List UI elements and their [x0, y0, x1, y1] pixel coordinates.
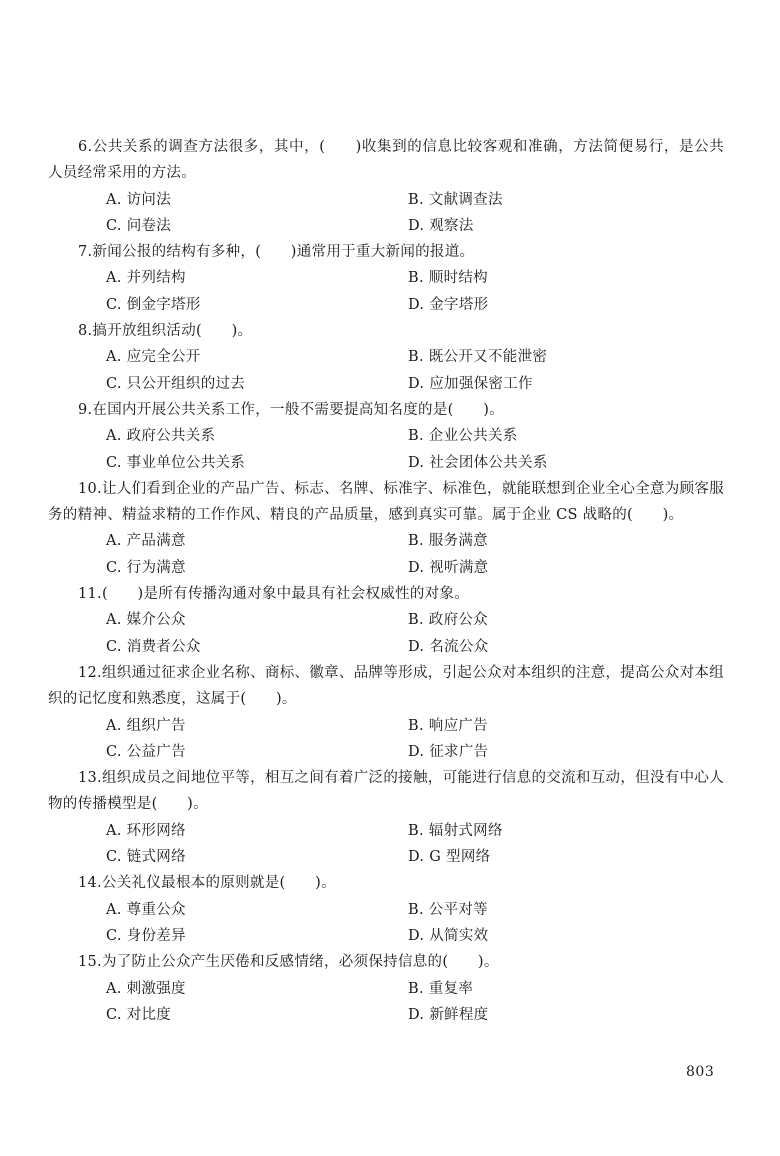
- option-grid: [106, 818, 724, 871]
- option-b: B. 公平对等: [408, 901, 488, 918]
- option-d: D. 名流公众: [408, 638, 489, 655]
- option-a: A. 访问法: [106, 191, 171, 208]
- option-grid: [106, 423, 724, 476]
- option-b: B. 响应广告: [408, 717, 488, 734]
- question-list: [48, 134, 724, 1028]
- question-text: 10.让人们看到企业的产品广告、标志、名牌、标准字、标准色，就能联想到企业全心全意为顾客服务的精神、精益求精的工作作风、精良的产品质量，感到真实可靠。属于企业 CS 战略的( )。: [48, 480, 724, 524]
- question-7: [48, 239, 724, 318]
- option-a: A. 产品满意: [106, 533, 186, 550]
- question-13: [48, 765, 724, 870]
- option-c: C. 倒金字塔形: [106, 296, 201, 313]
- option-grid: [106, 607, 724, 660]
- option-b: B. 既公开又不能泄密: [408, 349, 548, 366]
- option-c: C. 对比度: [106, 1006, 172, 1023]
- option-d: D. 征求广告: [408, 743, 489, 760]
- option-a: A. 组织广告: [106, 717, 186, 734]
- question-text: 12.组织通过征求企业名称、商标、徽章、品牌等形成，引起公众对本组织的注意，提高公众对本组织的记忆度和熟悉度，这属于( )。: [48, 664, 724, 708]
- question-6: [48, 134, 724, 239]
- question-10: [48, 476, 724, 581]
- option-a: A. 刺激强度: [106, 980, 186, 997]
- option-c: C. 链式网络: [106, 849, 186, 866]
- option-d: D. 应加强保密工作: [408, 375, 533, 392]
- question-14: [48, 870, 724, 949]
- option-d: D. 金字塔形: [408, 296, 489, 313]
- question-text: 7.新闻公报的结构有多种，( )通常用于重大新闻的报道。: [78, 244, 475, 261]
- option-b: B. 辐射式网络: [408, 822, 503, 839]
- option-d: D. 视听满意: [408, 559, 489, 576]
- page-number: 803: [686, 1064, 715, 1080]
- question-text: 8.搞开放组织活动( )。: [78, 323, 253, 340]
- option-grid: [106, 713, 724, 766]
- option-a: A. 政府公共关系: [106, 428, 216, 445]
- option-grid: [106, 528, 724, 581]
- option-grid: [106, 344, 724, 397]
- option-b: B. 文献调查法: [408, 191, 503, 208]
- question-text: 9.在国内开展公共关系工作，一般不需要提高知名度的是( )。: [78, 401, 504, 418]
- question-8: [48, 318, 724, 397]
- question-text: 11.( )是所有传播沟通对象中最具有社会权威性的对象。: [78, 586, 470, 603]
- question-15: [48, 949, 724, 1028]
- option-d: D. 社会团体公共关系: [408, 454, 548, 471]
- option-c: C. 消费者公众: [106, 638, 201, 655]
- question-9: [48, 397, 724, 476]
- option-d: D. G 型网络: [408, 849, 491, 866]
- option-d: D. 观察法: [408, 217, 474, 234]
- option-c: C. 公益广告: [106, 743, 186, 760]
- option-grid: [106, 187, 724, 240]
- option-d: D. 新鲜程度: [408, 1006, 489, 1023]
- option-c: C. 行为满意: [106, 559, 186, 576]
- question-text: 14.公关礼仪最根本的原则就是( )。: [78, 875, 336, 892]
- question-text: 15.为了防止公众产生厌倦和反感情绪，必须保持信息的( )。: [78, 954, 499, 971]
- question-12: [48, 660, 724, 765]
- option-a: A. 媒介公众: [106, 612, 186, 629]
- option-b: B. 政府公众: [408, 612, 488, 629]
- question-11: [48, 581, 724, 660]
- option-a: A. 尊重公众: [106, 901, 186, 918]
- option-c: C. 事业单位公共关系: [106, 454, 246, 471]
- option-a: A. 并列结构: [106, 270, 186, 287]
- option-b: B. 服务满意: [408, 533, 488, 550]
- option-a: A. 环形网络: [106, 822, 186, 839]
- option-c: C. 身份差异: [106, 927, 186, 944]
- question-text: 6.公共关系的调查方法很多，其中，( )收集到的信息比较客观和准确，方法简便易行，是公共人员经常采用的方法。: [48, 139, 724, 182]
- option-c: C. 只公开组织的过去: [106, 375, 246, 392]
- option-grid: [106, 976, 724, 1029]
- option-b: B. 重复率: [408, 980, 474, 997]
- option-grid: [106, 897, 724, 950]
- question-text: 13.组织成员之间地位平等，相互之间有着广泛的接触，可能进行信息的交流和互动，但没有中心人物的传播模型是( )。: [48, 770, 724, 813]
- option-c: C. 问卷法: [106, 217, 172, 234]
- option-b: B. 企业公共关系: [408, 428, 518, 445]
- option-b: B. 顺时结构: [408, 270, 488, 287]
- option-a: A. 应完全公开: [106, 349, 201, 366]
- option-d: D. 从简实效: [408, 927, 489, 944]
- option-grid: [106, 265, 724, 318]
